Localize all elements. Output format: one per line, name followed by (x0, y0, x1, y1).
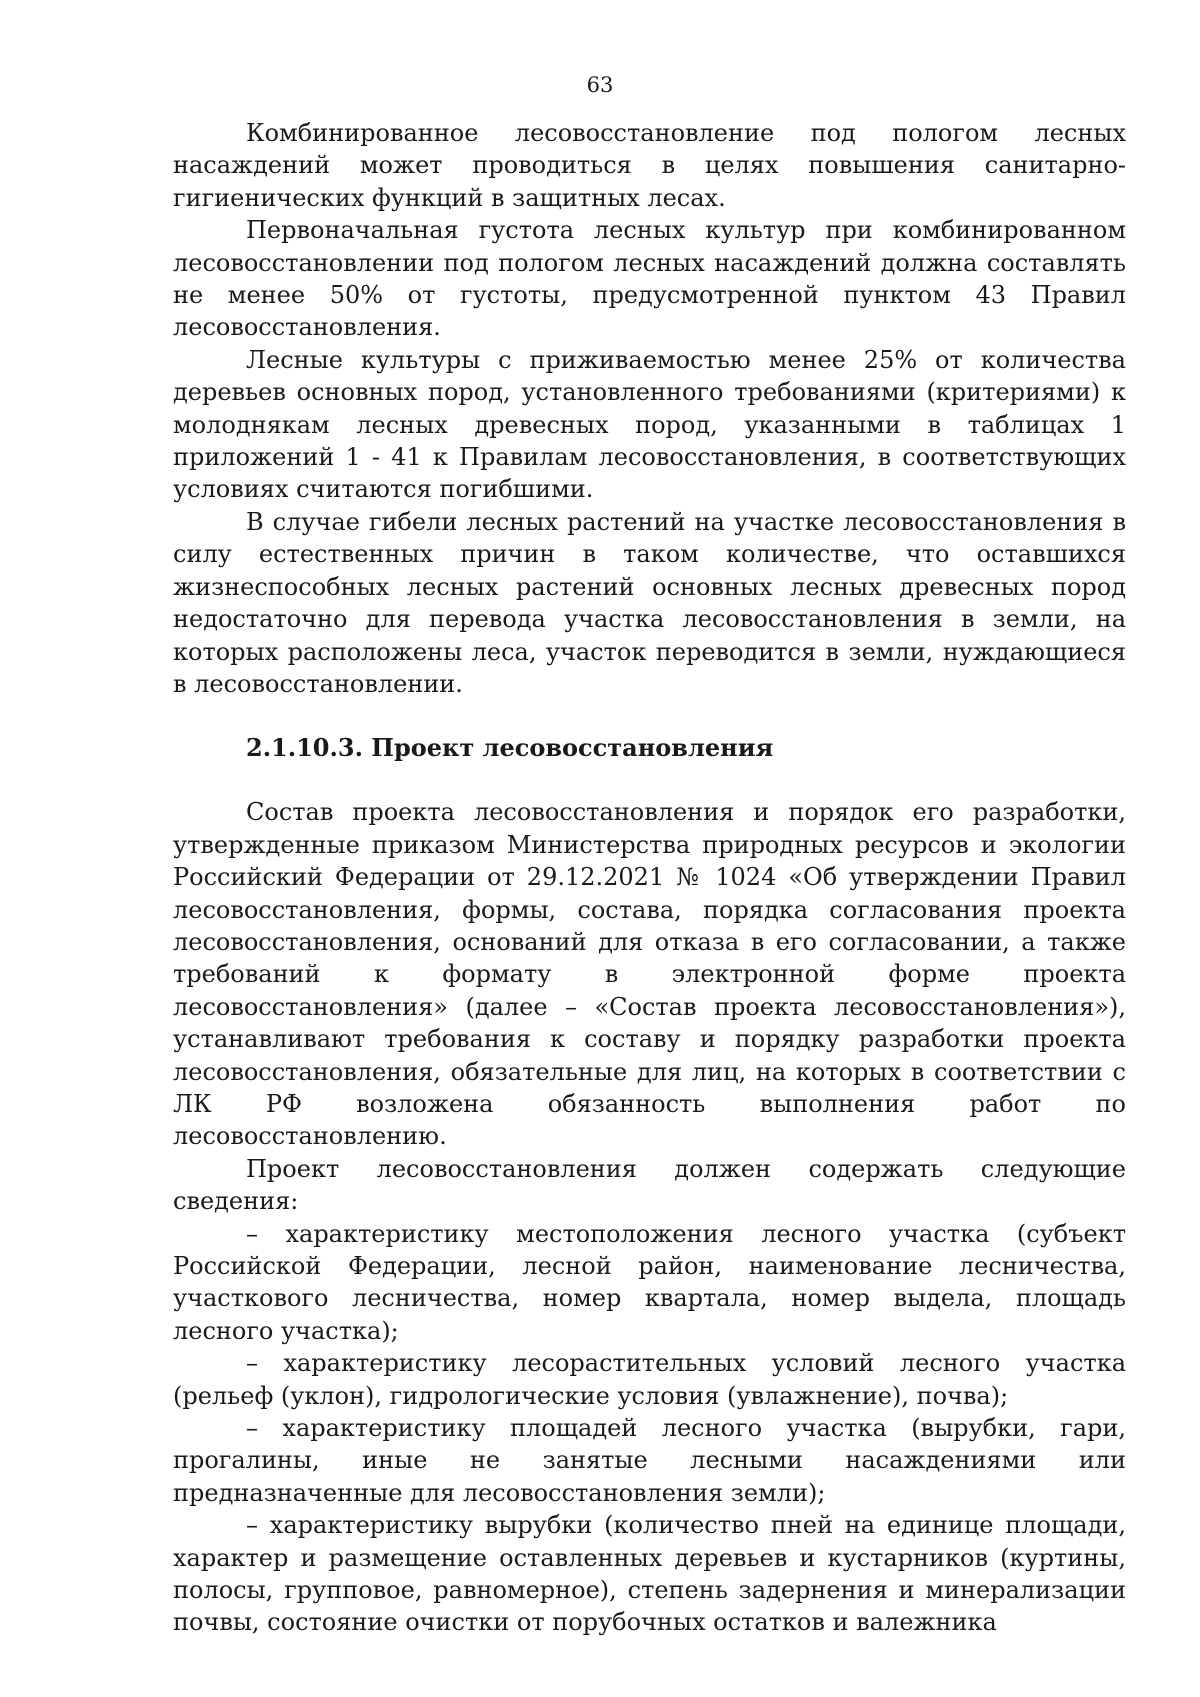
list-item-growing-conditions: – характеристику лесорастительных условий лесного участка (рельеф (уклон), гидрологические условия (увлажнение), почва); (173, 1349, 1126, 1410)
paragraph-survival-rate: Лесные культуры с приживаемостью менее 25% от количества деревьев основных пород, установленного требованиями (критериями) к молоднякам лесных древесных пород, указанными в таблицах 1 приложений 1 - 41 к Правилам лесовосстановления, в соответствующих условиях считаются погибшими. (173, 345, 1126, 504)
page-number: 63 (586, 73, 614, 97)
list-item-areas: – характеристику площадей лесного участка (вырубки, гари, прогалины, иные не занятые лесными насаждениями или предназначенные для лесовосстановления земли); (173, 1414, 1126, 1507)
paragraph-project-contents-intro: Проект лесовосстановления должен содержать следующие сведения: (173, 1154, 1126, 1216)
list-item-clearing: – характеристику вырубки (количество пней на единице площади, характер и размещение оставленных деревьев и кустарников (куртины, полосы, групповое, равномерное), степень задернения и минерализации почвы, состояние очистки от порубочных остатков и валежника (173, 1511, 1126, 1637)
paragraph-plant-loss: В случае гибели лесных растений на участке лесовосстановления в силу естественных причин в таком количестве, что оставшихся жизнеспособных лесных растений основных лесных древесных пород недостаточно для перевода участка лесовосстановления в земли, на которых расположены леса, участок переводится в земли, нуждающиеся в лесовосстановлении. (173, 507, 1126, 698)
list-item-location: – характеристику местоположения лесного участка (субъект Российской Федерации, лесной район, наименование лесничества, участкового лесничества, номер квартала, номер выдела, площадь лесного участка); (173, 1219, 1126, 1345)
paragraph-combined-reforestation: Комбинированное лесовосстановление под пологом лесных насаждений может проводиться в целях повышения санитарно-гигиенических функций в защитных лесах. (173, 119, 1126, 212)
section-heading: 2.1.10.3. Проект лесовосстановления (246, 733, 774, 763)
paragraph-initial-density: Первоначальная густота лесных культур при комбинированном лесовосстановлении под пологом лесных насаждений должна составлять не менее 50% от густоты, предусмотренной пунктом 43 Правил лесовосстановления. (173, 216, 1126, 342)
paragraph-project-composition: Состав проекта лесовосстановления и порядок его разработки, утвержденные приказом Министерства природных ресурсов и экологии Российский Федерации от 29.12.2021 № 1024 «Об утверждении Правил лесовосстановления, формы, состава, порядка согласования проекта лесовосстановления, оснований для отказа в его согласовании, а также требований к формату в электронной форме проекта лесовосстановления» (далее – «Состав проекта лесовосстановления»), устанавливают требования к составу и порядку разработки проекта лесовосстановления, обязательные для лиц, на которых в соответствии с ЛК РФ возложена обязанность выполнения работ по лесовосстановлению. (173, 798, 1126, 1151)
page-content (173, 117, 1126, 1639)
